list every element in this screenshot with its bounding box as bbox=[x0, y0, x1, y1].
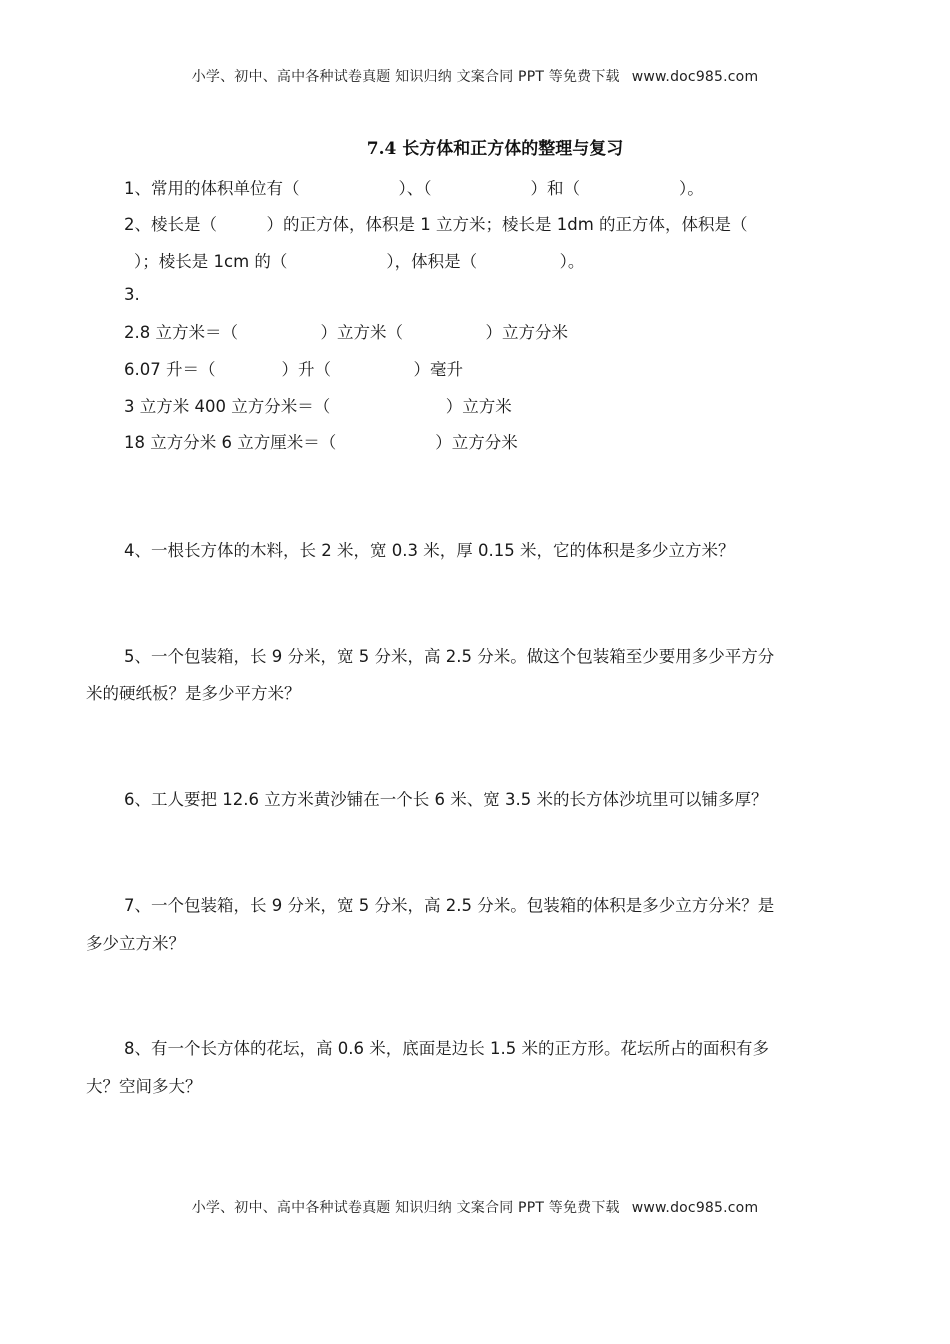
header-text: 小学、初中、高中各种试卷真题 知识归纳 文案合同 PPT 等免费下载 bbox=[191, 69, 620, 85]
question-3-item-3: 3 立方米 400 立方分米＝（ ）立方米 bbox=[124, 397, 512, 416]
question-8-line-2: 大？空间多大？ bbox=[86, 1077, 202, 1096]
footer-url: www.doc985.com bbox=[631, 1200, 759, 1216]
question-7-line-1: 7、一个包装箱，长 9 分米，宽 5 分米，高 2.5 分米。包装箱的体积是多少立方分米？是 bbox=[124, 896, 775, 915]
worksheet-title: 7.4 长方体和正方体的整理与复习 bbox=[366, 139, 624, 159]
footer-text: 小学、初中、高中各种试卷真题 知识归纳 文案合同 PPT 等免费下载 bbox=[191, 1200, 620, 1216]
question-4: 4、一根长方体的木料，长 2 米，宽 0.3 米，厚 0.15 米，它的体积是多少立方米？ bbox=[124, 541, 735, 560]
question-2-line-2: ）；棱长是 1cm 的（ ），体积是（ ）。 bbox=[134, 252, 585, 271]
question-7-line-2: 多少立方米？ bbox=[86, 934, 185, 953]
question-2-line-1: 2、棱长是（ ）的正方体，体积是 1 立方米；棱长是 1dm 的正方体，体积是（ bbox=[124, 215, 748, 234]
question-3-item-4: 18 立方分米 6 立方厘米＝（ ）立方分米 bbox=[124, 433, 518, 452]
header-url: www.doc985.com bbox=[631, 69, 759, 85]
page-footer bbox=[0, 1197, 950, 1217]
question-3-item-2: 6.07 升＝（ ）升（ ）毫升 bbox=[124, 360, 463, 379]
question-6: 6、工人要把 12.6 立方米黄沙铺在一个长 6 米、宽 3.5 米的长方体沙坑里可以铺多厚？ bbox=[124, 790, 768, 809]
question-8-line-1: 8、有一个长方体的花坛，高 0.6 米，底面是边长 1.5 米的正方形。花坛所占的面积有多 bbox=[124, 1039, 769, 1058]
question-5-line-1: 5、一个包装箱，长 9 分米，宽 5 分米，高 2.5 分米。做这个包装箱至少要用多少平方分 bbox=[124, 647, 775, 666]
question-5-line-2: 米的硬纸板？是多少平方米？ bbox=[86, 684, 301, 703]
page-header bbox=[0, 66, 950, 86]
question-3-item-1: 2.8 立方米＝（ ）立方米（ ）立方分米 bbox=[124, 323, 568, 342]
question-1: 1、常用的体积单位有（ ）、（ ）和（ ）。 bbox=[124, 179, 704, 198]
question-3-label: 3. bbox=[124, 285, 140, 304]
